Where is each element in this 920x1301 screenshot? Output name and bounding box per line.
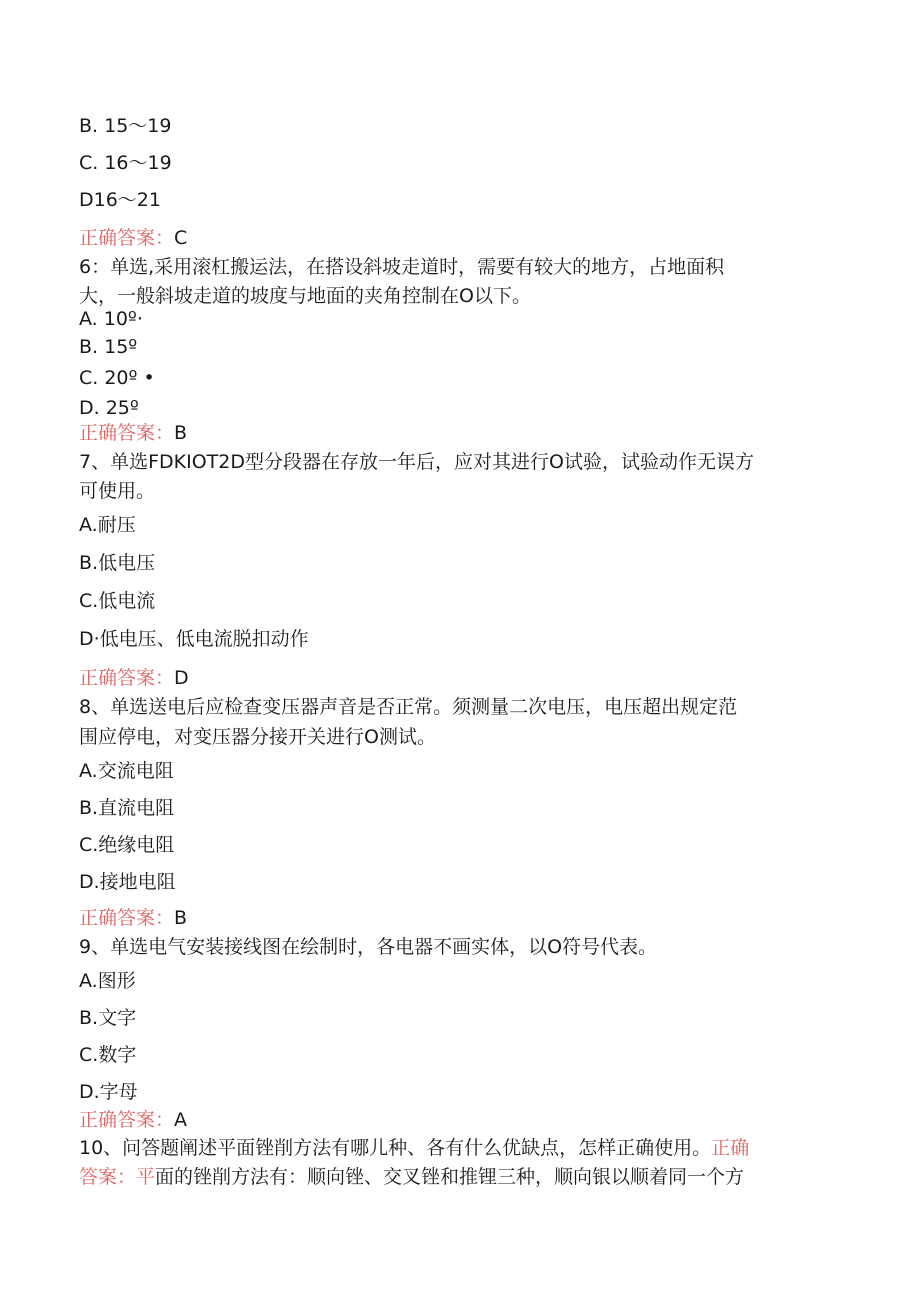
q6-option-c: C. 20º • [79, 367, 155, 389]
q10-answer-line [79, 1165, 744, 1189]
answer-label: 正确答案： [79, 422, 175, 444]
answer-label: 正确答案： [79, 1109, 175, 1131]
q10-stem: 10、问答题阐述平面锉削方法有哪儿种、各有什么优缺点，怎样正确使用。 [79, 1137, 712, 1159]
answer-value: D [174, 667, 189, 689]
q6-option-d: D. 25º [79, 397, 139, 419]
q6-answer [79, 421, 187, 445]
q7-option-c: C.低电流 [79, 590, 156, 612]
q6-option-a: A. 10º· [79, 308, 143, 330]
q9-option-d: D.字母 [79, 1081, 138, 1103]
q6-stem-line2: 大，一般斜坡走道的坡度与地面的夹角控制在O以下。 [79, 285, 531, 307]
q5-option-c: C. 16～19 [79, 152, 172, 174]
q7-answer [79, 666, 189, 690]
q9-stem-line1: 9、单选电气安装接线图在绘制时，各电器不画实体，以O符号代表。 [79, 936, 658, 958]
q6-option-b: B. 15º [79, 336, 138, 358]
q7-option-b: B.低电压 [79, 552, 156, 574]
answer-value: C [174, 227, 188, 249]
answer-label-part2: 答案：平 [79, 1166, 156, 1188]
answer-label: 正确答案： [79, 227, 175, 249]
q7-stem-line1: 7、单选FDKIOT2D型分段器在存放一年后，应对其进行O试验，试验动作无误方 [79, 451, 754, 473]
q8-option-b: B.直流电阻 [79, 797, 175, 819]
answer-label-part1: 正确 [711, 1137, 750, 1159]
q9-option-a: A.图形 [79, 970, 136, 992]
q8-stem-line1: 8、单选送电后应检查变压器声音是否正常。须测量二次电压，电压超出规定范 [79, 696, 738, 718]
q9-option-b: B.文字 [79, 1007, 137, 1029]
q7-option-d: D·低电压、低电流脱扣动作 [79, 628, 309, 650]
q9-option-c: C.数字 [79, 1044, 137, 1066]
q9-answer [79, 1108, 187, 1132]
answer-value: B [174, 907, 188, 929]
q10-answer-text: 面的锉削方法有：顺向锉、交叉锉和推锂三种，顺向银以顺着同一个方 [155, 1166, 745, 1188]
q8-stem-line2: 围应停电，对变压器分接开关进行O测试。 [79, 726, 436, 748]
q6-stem-line1: 6：单选,采用滚杠搬运法，在搭设斜坡走道时，需要有较大的地方，占地面积 [79, 256, 725, 278]
q5-option-b: B. 15～19 [79, 115, 172, 137]
answer-value: A [174, 1109, 188, 1131]
q8-option-c: C.绝缘电阻 [79, 834, 175, 856]
q8-answer [79, 906, 187, 930]
q5-option-d: D16～21 [79, 189, 161, 211]
q8-option-a: A.交流电阻 [79, 760, 174, 782]
q5-answer [79, 226, 187, 250]
q7-option-a: A.耐压 [79, 514, 136, 536]
answer-label: 正确答案： [79, 907, 175, 929]
q10-stem-line1 [79, 1136, 749, 1160]
q8-option-d: D.接地电阻 [79, 871, 176, 893]
answer-value: B [174, 422, 188, 444]
answer-label: 正确答案： [79, 667, 175, 689]
q7-stem-line2: 可使用。 [79, 480, 156, 502]
